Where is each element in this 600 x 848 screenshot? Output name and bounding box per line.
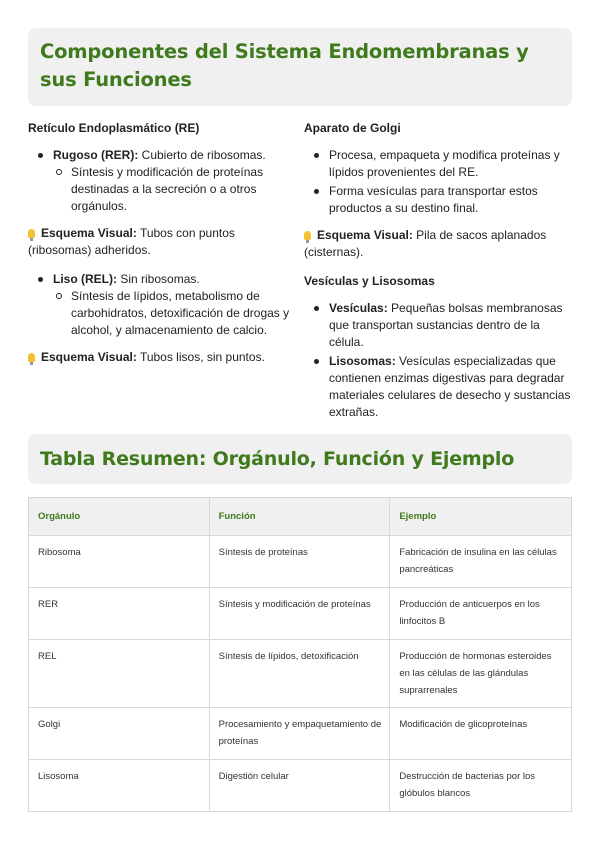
table-header-row: [29, 498, 572, 536]
table-cell: Ribosoma: [29, 536, 210, 588]
summary-table: [28, 497, 572, 812]
list-item: Síntesis y modificación de proteínas destinadas a la secreción o a otros orgánulos.: [53, 164, 294, 215]
table-cell: Golgi: [29, 708, 210, 760]
table-cell: Fabricación de insulina en las células pancreáticas: [390, 536, 572, 588]
vesicles-list: [304, 300, 574, 421]
lightbulb-icon: [28, 229, 35, 238]
rel-sublist: [53, 288, 294, 339]
right-column: [304, 120, 574, 423]
table-row: [29, 760, 572, 812]
list-item: [28, 147, 294, 215]
rer-label: Rugoso (RER):: [53, 148, 139, 162]
table-cell: Síntesis de proteínas: [209, 536, 390, 588]
list-item: Procesa, empaqueta y modifica proteínas y lípidos provenientes del RE.: [304, 147, 574, 181]
table-cell: REL: [29, 640, 210, 708]
rel-label: Liso (REL):: [53, 272, 117, 286]
visual-tip: [28, 349, 294, 366]
re-heading: Retículo Endoplasmático (RE): [28, 121, 200, 135]
tip-text: Tubos con puntos (ribosomas) adheridos.: [28, 226, 235, 257]
table-cell: Modificación de glicoproteínas: [390, 708, 572, 760]
tip-label: Esquema Visual:: [41, 226, 137, 240]
tip-text: Tubos lisos, sin puntos.: [136, 350, 265, 364]
rer-text: Cubierto de ribosomas.: [138, 148, 266, 162]
table-cell: Procesamiento y empaquetamiento de proteínas: [209, 708, 390, 760]
vesicles-text: Pequeñas bolsas membranosas que transportan sustancias dentro de la célula.: [329, 301, 563, 349]
list-item: Forma vesículas para transportar estos productos a su destino final.: [304, 183, 574, 217]
tip-label: Esquema Visual:: [41, 350, 137, 364]
visual-tip: [28, 225, 294, 259]
lightbulb-icon: [28, 353, 35, 362]
table-title-banner: [28, 434, 572, 484]
list-item: Síntesis de lípidos, metabolismo de carbohidratos, detoxificación de drogas y alcohol, y almacenamiento de calcio.: [53, 288, 294, 339]
table-row: [29, 536, 572, 588]
table-cell: Síntesis y modificación de proteínas: [209, 588, 390, 640]
table-title: Tabla Resumen: Orgánulo, Función y Ejemplo: [40, 448, 515, 470]
tip-text: Pila de sacos aplanados (cisternas).: [304, 228, 547, 259]
page-title: Componentes del Sistema Endomembranas y sus Funciones: [40, 40, 529, 91]
table-cell: RER: [29, 588, 210, 640]
list-item: [304, 353, 574, 421]
title-banner: [28, 28, 572, 106]
lysosomes-label: Lisosomas:: [329, 354, 396, 368]
list-item: [304, 300, 574, 351]
list-item: [28, 271, 294, 339]
rer-sublist: [53, 164, 294, 215]
table-cell: Destrucción de bacterias por los glóbulos blancos: [390, 760, 572, 812]
column-header-organelle: Orgánulo: [29, 498, 210, 536]
table-row: [29, 640, 572, 708]
column-header-function: Función: [209, 498, 390, 536]
golgi-heading: Aparato de Golgi: [304, 121, 401, 135]
lightbulb-icon: [304, 231, 311, 240]
golgi-list: [304, 147, 574, 217]
table-cell: Síntesis de lípidos, detoxificación: [209, 640, 390, 708]
table-cell: Lisosoma: [29, 760, 210, 812]
table-cell: Producción de hormonas esteroides en las células de las glándulas suprarrenales: [390, 640, 572, 708]
table-cell: Digestión celular: [209, 760, 390, 812]
visual-tip: [304, 227, 574, 261]
table-row: [29, 588, 572, 640]
rel-list: [28, 271, 294, 339]
lysosomes-text: Vesículas especializadas que contienen enzimas digestivas para degradar materiales celulares de desecho y sustancias extrañas.: [329, 354, 571, 419]
column-header-example: Ejemplo: [390, 498, 572, 536]
vesicles-heading: Vesículas y Lisosomas: [304, 274, 435, 288]
rer-list: [28, 147, 294, 215]
left-column: [28, 120, 294, 378]
rel-text: Sin ribosomas.: [117, 272, 200, 286]
table-row: [29, 708, 572, 760]
tip-label: Esquema Visual:: [317, 228, 413, 242]
vesicles-label: Vesículas:: [329, 301, 388, 315]
table-cell: Producción de anticuerpos en los linfocitos B: [390, 588, 572, 640]
